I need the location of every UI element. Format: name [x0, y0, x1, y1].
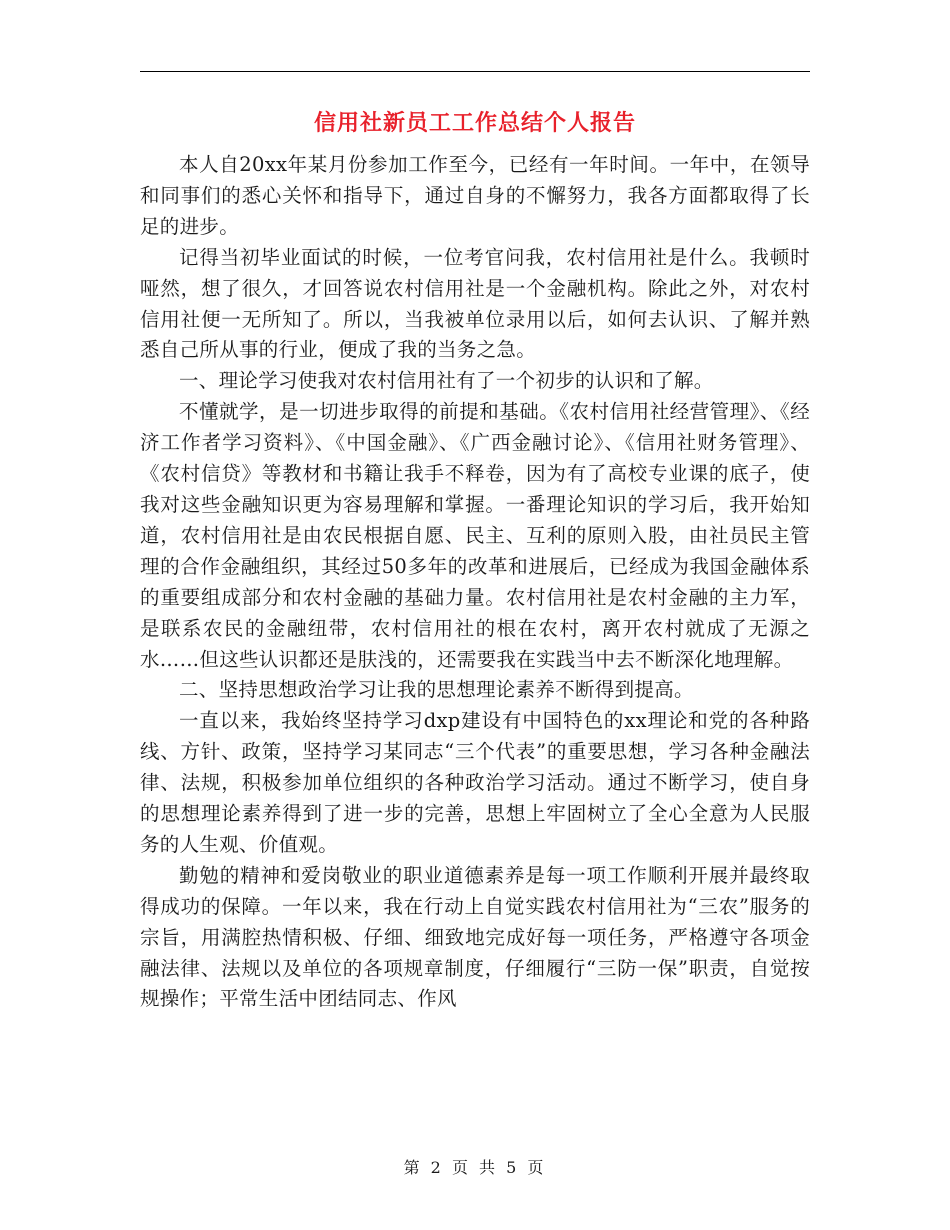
page-number: 第 2 页 共 5 页 [403, 1158, 547, 1177]
header-rule [140, 71, 810, 72]
document-title: 信用社新员工工作总结个人报告 [313, 111, 636, 136]
paragraph: 勤勉的精神和爱岗敬业的职业道德素养是每一项工作顺利开展并最终取得成功的保障。一年以来，我在行动上自觉实践农村信用社为“三农”服务的宗旨，用满腔热情积极、仔细、细致地完成好每一项任务，严格遵守各项金融法律、法规以及单位的各项规章制度，仔细履行“三防一保”职责，自觉按规操作；平常生活中团结同志、作风 [140, 863, 810, 1011]
paragraph: 一直以来，我始终坚持学习dxp建设有中国特色的xx理论和党的各种路线、方针、政策，坚持学习某同志“三个代表”的重要思想，学习各种金融法律、法规，积极参加单位组织的各种政治学习活动。通过不断学习，使自身的思想理论素养得到了进一步的完善，思想上牢固树立了全心全意为人民服务的人生观、价值观。 [140, 709, 810, 856]
paragraph: 记得当初毕业面试的时候，一位考官问我，农村信用社是什么。我顿时哑然，想了很久，才回答说农村信用社是一个金融机构。除此之外，对农村信用社便一无所知了。所以，当我被单位录用以后，如何去认识、了解并熟悉自己所从事的行业，便成了我的当务之急。 [140, 245, 810, 362]
section-heading: 二、坚持思想政治学习让我的思想理论素养不断得到提高。 [179, 678, 694, 702]
section-heading: 一、理论学习使我对农村信用社有了一个初步的认识和了解。 [179, 369, 714, 393]
document-body [140, 150, 810, 1015]
paragraph: 不懂就学，是一切进步取得的前提和基础。《农村信用社经营管理》、《经济工作者学习资料》、《中国金融》、《广西金融讨论》、《信用社财务管理》、《农村信贷》等教材和书籍让我手不释卷，因为有了高校专业课的底子，使我对这些金融知识更为容易理解和掌握。一番理论知识的学习后，我开始知道，农村信用社是由农民根据自愿、民主、互利的原则入股，由社员民主管理的合作金融组织，其经过50多年的改革和进展后，已经成为我国金融体系的重要组成部分和农村金融的基础力量。农村信用社是农村金融的主力军，是联系农民的金融纽带，农村信用社的根在农村，离开农村就成了无源之水……但这些认识都还是肤浅的，还需要我在实践当中去不断深化地理解。 [140, 400, 810, 671]
paragraph: 本人自20xx年某月份参加工作至今，已经有一年时间。一年中，在领导和同事们的悉心关怀和指导下，通过自身的不懈努力，我各方面都取得了长足的进步。 [140, 153, 810, 238]
